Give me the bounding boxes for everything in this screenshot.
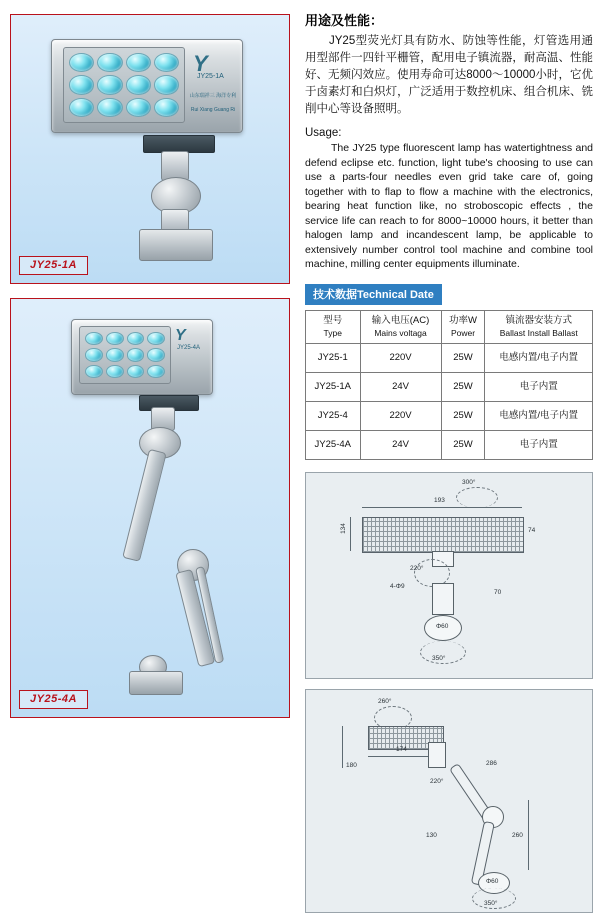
led [85, 332, 103, 345]
led [154, 98, 179, 117]
section-title-cn: 用途及性能： [305, 13, 384, 28]
dim-220deg: 220° [410, 564, 424, 572]
technical-drawing-long-arm [305, 689, 593, 913]
tech-data-table [305, 310, 593, 460]
lamp-head-outline [362, 517, 524, 553]
col-voltage-en: Mains voltaga [374, 327, 427, 338]
dim-180: 180 [346, 761, 357, 769]
model-plate: JY25-4A [177, 345, 201, 351]
dim-74: 74 [528, 526, 536, 534]
dim-134: 134 [339, 522, 347, 534]
led [69, 98, 94, 117]
table-row [306, 372, 593, 401]
dim-220deg: 220° [430, 777, 444, 785]
cell-power: 25W [441, 401, 485, 430]
cell-voltage: 220V [360, 343, 441, 372]
cell-ballast: 电子内置 [485, 430, 593, 459]
table-header-row [306, 310, 593, 343]
col-type-cn: 型号 [323, 314, 343, 326]
col-power [441, 310, 485, 343]
dim-260deg: 260° [378, 697, 392, 705]
table-row [306, 343, 593, 372]
cell-power: 25W [441, 430, 485, 459]
head-bracket [428, 742, 446, 768]
col-type-en: Type [323, 327, 342, 338]
led [85, 365, 103, 378]
col-voltage [360, 310, 441, 343]
dim-130: 130 [426, 831, 437, 839]
cell-ballast: 电感内置/电子内置 [485, 343, 593, 372]
led [69, 75, 94, 94]
model-plate: JY25-1A [197, 73, 224, 80]
product-photos-column [10, 14, 290, 718]
cell-power: 25W [441, 343, 485, 372]
led [127, 365, 145, 378]
lamp-base [129, 671, 183, 695]
dim-260: 260 [512, 831, 523, 839]
led [97, 98, 122, 117]
description-cn: JY25型荧光灯具有防水、防蚀等性能，灯管选用通用型部件一四针平栅管，配用电子镇流器，耐高温、性能好、无频闪效应。使用寿命可达8000～10000小时，它优于卤素灯和白炽灯，广泛适用于数控机床、组合机床、铣削中心等设备照明。 [305, 35, 593, 115]
led [126, 53, 151, 72]
led [154, 53, 179, 72]
led [154, 75, 179, 94]
table-row [306, 430, 593, 459]
led [106, 348, 124, 361]
led-panel [63, 47, 185, 123]
brand-mark-cn: 山东瑞祥三 海洋专利 [189, 93, 237, 99]
col-ballast [485, 310, 593, 343]
product-photo-jy25-4a [10, 298, 290, 718]
table-row [306, 401, 593, 430]
led [126, 98, 151, 117]
cell-ballast: 电子内置 [485, 372, 593, 401]
dim-286: 286 [486, 759, 497, 767]
dim-line-260 [528, 800, 529, 870]
description-column [305, 10, 593, 913]
brand-letter: Y [193, 51, 208, 76]
cell-voltage: 220V [360, 401, 441, 430]
dim-line-180 [342, 726, 343, 768]
dim-350deg: 350° [432, 654, 446, 662]
technical-drawing-short-arm [305, 472, 593, 679]
col-ballast-en: Ballast Install Ballast [499, 327, 578, 338]
dim-phi60: Φ60 [486, 877, 499, 885]
cell-type: JY25-1 [306, 343, 361, 372]
usage-label: Usage: [305, 127, 342, 139]
led [106, 365, 124, 378]
led [147, 332, 165, 345]
col-type [306, 310, 361, 343]
photo-caption: JY25-4A [19, 690, 88, 709]
dim-line-width [362, 507, 522, 508]
cell-ballast: 电感内置/电子内置 [485, 401, 593, 430]
cell-voltage: 24V [360, 372, 441, 401]
col-ballast-cn: 镇流器安装方式 [505, 314, 572, 326]
post-outline [432, 583, 454, 615]
cell-power: 25W [441, 372, 485, 401]
photo-caption: JY25-1A [19, 256, 88, 275]
cell-voltage: 24V [360, 430, 441, 459]
led [69, 53, 94, 72]
description-en: The JY25 type fluorescent lamp has watertightness and defend eclipse etc. function, light tube's choosing to use can use a parts-four needles even grid take care of, going together with to flap to flow a machine with the electronics, bearing heat function like, no stroboscopic effects , the service life can reach to for 8000~10000 hours, it better than halogen lamp and incandescent lamp, be applicable to extensively number control tool machine and combine tool machine, milling center equipments illuminate. [305, 142, 593, 270]
cell-type: JY25-1A [306, 372, 361, 401]
led [85, 348, 103, 361]
dim-4-phi9: 4-Φ9 [390, 582, 405, 590]
brand-letter: Y [175, 327, 186, 344]
dim-phi60: Φ60 [436, 622, 449, 630]
dim-174: 174 [396, 745, 407, 753]
dim-300deg: 300° [462, 478, 476, 486]
cell-type: JY25-4A [306, 430, 361, 459]
dim-193: 193 [434, 496, 445, 504]
led [97, 75, 122, 94]
dim-350deg: 350° [484, 899, 498, 907]
lamp-base [139, 229, 213, 261]
dim-line-height [350, 517, 351, 551]
led [147, 365, 165, 378]
col-voltage-cn: 输入电压(AC) [371, 314, 430, 326]
rotation-arc-top [456, 487, 498, 508]
led [127, 332, 145, 345]
col-power-cn: 功率W [449, 314, 477, 326]
dim-70: 70 [494, 588, 502, 596]
led-panel [79, 326, 171, 384]
led [147, 348, 165, 361]
led [127, 348, 145, 361]
led [106, 332, 124, 345]
upper-arm [122, 449, 167, 562]
led [126, 75, 151, 94]
product-photo-jy25-1a [10, 14, 290, 284]
brand-mark-en: Rui Xiang Guang Ri [190, 107, 236, 113]
cell-type: JY25-4 [306, 401, 361, 430]
tech-data-title: 技术数据Technical Date [305, 284, 442, 305]
led [97, 53, 122, 72]
col-power-en: Power [450, 327, 476, 338]
